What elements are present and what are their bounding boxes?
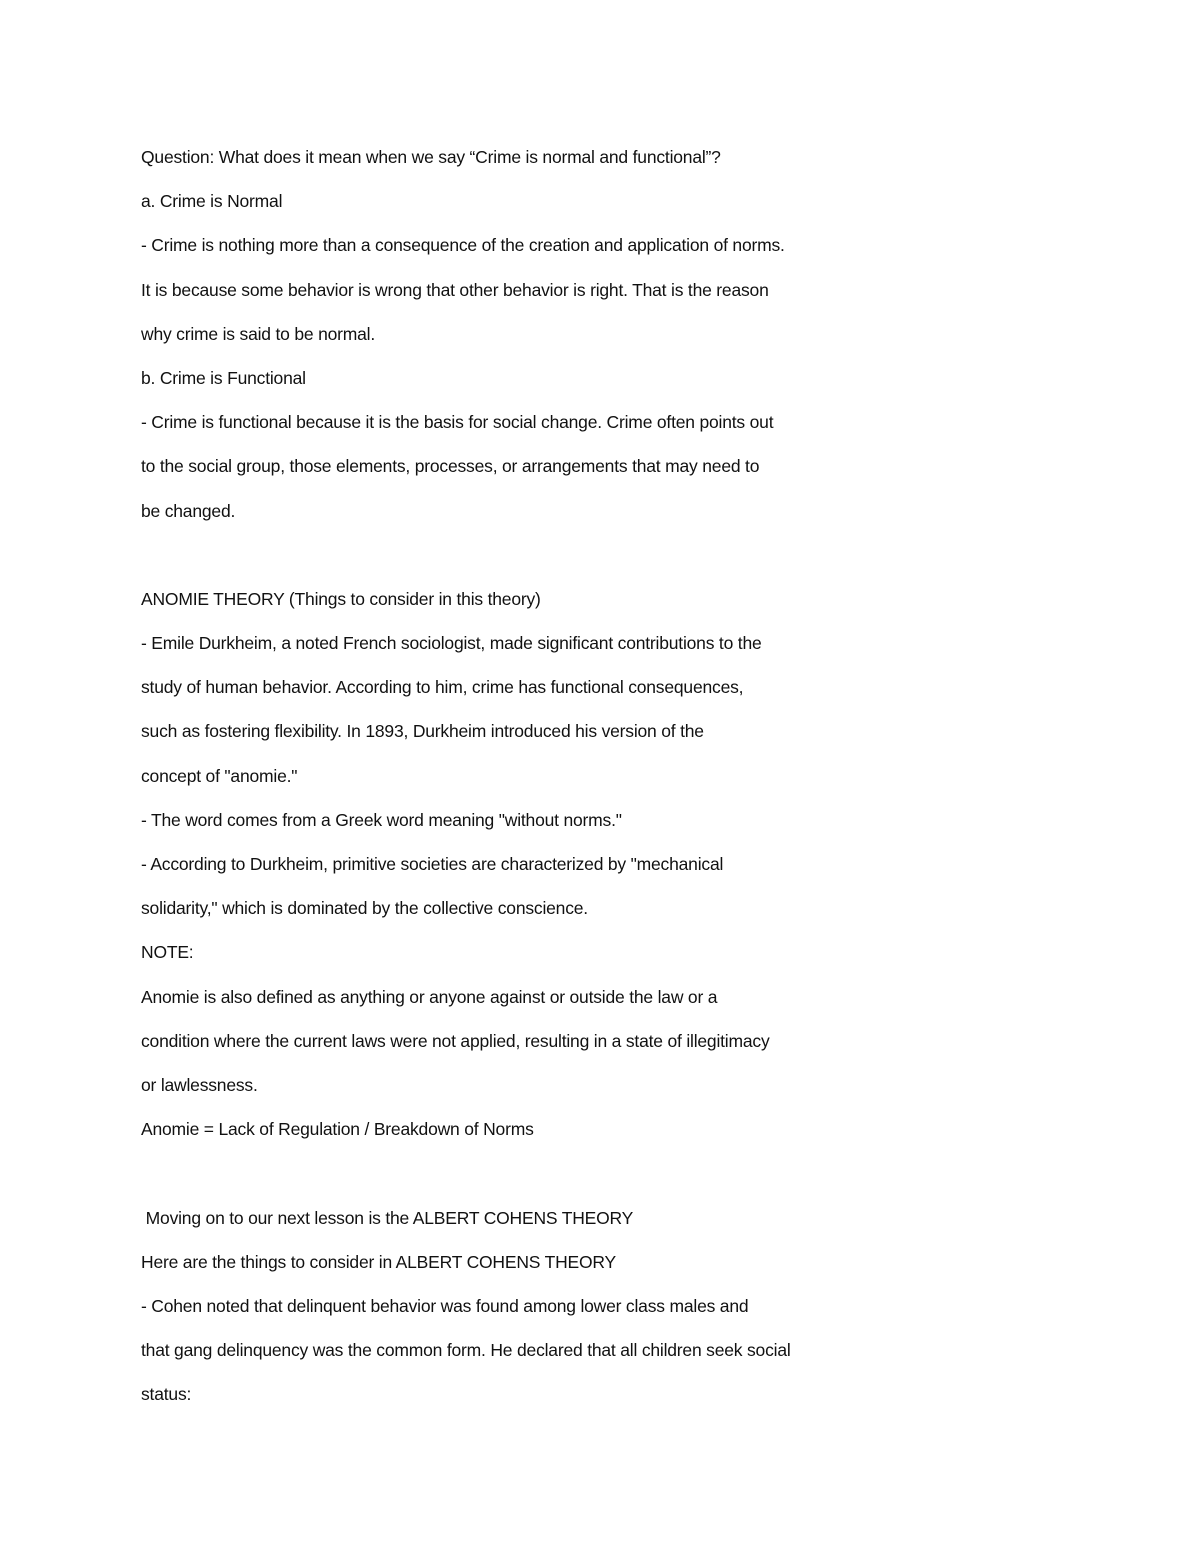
text-line: why crime is said to be normal. xyxy=(141,323,376,344)
section-intro: Moving on to our next lesson is the ALBERT COHENS THEORY xyxy=(141,1207,634,1228)
text-line: be changed. xyxy=(141,500,236,521)
text-line: - According to Durkheim, primitive societies are characterized by "mechanical xyxy=(141,854,724,874)
text-line: - Crime is functional because it is the basis for social change. Crime often points out xyxy=(141,412,774,433)
text-line: - The word comes from a Greek word meaning "without norms." xyxy=(141,809,622,830)
text-line: - Emile Durkheim, a noted French sociologist, made significant contributions to the xyxy=(141,633,762,654)
text-line: a. Crime is Normal xyxy=(141,191,283,212)
text-line: solidarity," which is dominated by the collective conscience. xyxy=(141,898,588,919)
text-line: - Crime is nothing more than a consequence of the creation and application of norms. xyxy=(141,235,785,256)
text-line: Here are the things to consider in ALBERT COHENS THEORY xyxy=(141,1251,617,1272)
blank-line xyxy=(141,1158,1101,1202)
text-line: Anomie is also defined as anything or anyone against or outside the law or a xyxy=(141,986,718,1007)
text-line: It is because some behavior is wrong that other behavior is right. That is the reason xyxy=(141,279,769,300)
text-line: - Cohen noted that delinquent behavior was found among lower class males and xyxy=(141,1295,749,1316)
text-line: such as fostering flexibility. In 1893, Durkheim introduced his version of the xyxy=(141,721,704,742)
section-heading: ANOMIE THEORY (Things to consider in this theory) xyxy=(141,588,541,609)
text-line: that gang delinquency was the common form. He declared that all children seek social xyxy=(141,1340,791,1361)
text-line: b. Crime is Functional xyxy=(141,367,306,388)
text-line: study of human behavior. According to him, crime has functional consequences, xyxy=(141,677,744,698)
text-line: to the social group, those elements, processes, or arrangements that may need to xyxy=(141,456,760,477)
text-line: or lawlessness. xyxy=(141,1074,258,1095)
text-line: Anomie = Lack of Regulation / Breakdown of Norms xyxy=(141,1119,534,1140)
question-line: Question: What does it mean when we say “Crime is normal and functional”? xyxy=(141,147,721,167)
text-line: condition where the current laws were not applied, resulting in a state of illegitimacy xyxy=(141,1030,770,1051)
text-line: concept of "anomie." xyxy=(141,765,298,786)
note-label: NOTE: xyxy=(141,942,194,963)
document-body xyxy=(141,142,1101,1423)
blank-line xyxy=(141,540,1101,584)
text-line: status: xyxy=(141,1384,192,1405)
